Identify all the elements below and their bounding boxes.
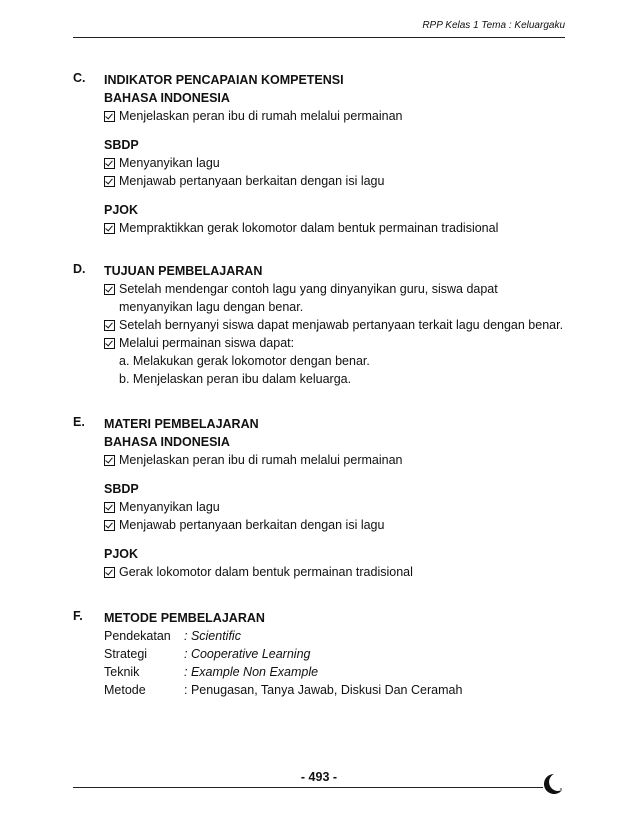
subject-heading: PJOK	[104, 203, 139, 217]
footer-rule	[73, 787, 543, 788]
subject-heading: BAHASA INDONESIA	[104, 435, 230, 449]
sub-item: b. Menjelaskan peran ibu dalam keluarga.	[119, 372, 352, 386]
checklist-item: Menyanyikan lagu	[104, 498, 565, 516]
subject-heading: BAHASA INDONESIA	[104, 91, 230, 105]
checklist-item: Setelah mendengar contoh lagu yang dinyanyikan guru, siswa dapat menyanyikan lagu dengan benar.	[104, 280, 565, 316]
checked-box-icon	[104, 223, 115, 234]
section-title: METODE PEMBELAJARAN	[104, 611, 265, 625]
checked-box-icon	[104, 176, 115, 187]
checklist-item: Melalui permainan siswa dapat:	[104, 334, 565, 352]
method-row: Metode : Penugasan, Tanya Jawab, Diskusi Dan Ceramah	[104, 683, 463, 697]
checked-box-icon	[104, 455, 115, 466]
checklist-item: Menyanyikan lagu	[104, 154, 565, 172]
section-letter: E.	[73, 415, 85, 429]
page-number: - 493 -	[300, 770, 338, 784]
subject-heading: SBDP	[104, 138, 139, 152]
checked-box-icon	[104, 567, 115, 578]
checked-box-icon	[104, 158, 115, 169]
crescent-logo-icon	[540, 772, 564, 796]
section-letter: F.	[73, 609, 83, 623]
subject-heading: PJOK	[104, 547, 139, 561]
checklist-item: Mempraktikkan gerak lokomotor dalam bentuk permainan tradisional	[104, 219, 565, 237]
running-header: RPP Kelas 1 Tema : Keluargaku	[422, 20, 565, 31]
section-title: MATERI PEMBELAJARAN	[104, 417, 259, 431]
section-letter: C.	[73, 71, 86, 85]
section-letter: D.	[73, 262, 86, 276]
section-title: TUJUAN PEMBELAJARAN	[104, 264, 263, 278]
checklist-item: Menjawab pertanyaan berkaitan dengan isi lagu	[104, 516, 565, 534]
checked-box-icon	[104, 320, 115, 331]
checked-box-icon	[104, 338, 115, 349]
checklist-item: Menjelaskan peran ibu di rumah melalui permainan	[104, 451, 565, 469]
checklist-item: Menjawab pertanyaan berkaitan dengan isi lagu	[104, 172, 565, 190]
method-row: Pendekatan : Scientific	[104, 629, 241, 643]
checklist-item: Menjelaskan peran ibu di rumah melalui permainan	[104, 107, 565, 125]
section-title: INDIKATOR PENCAPAIAN KOMPETENSI	[104, 73, 344, 87]
sub-item: a. Melakukan gerak lokomotor dengan benar.	[119, 354, 370, 368]
method-row: Strategi : Cooperative Learning	[104, 647, 311, 661]
method-row: Teknik : Example Non Example	[104, 665, 319, 679]
header-rule	[73, 37, 565, 38]
checklist-item: Setelah bernyanyi siswa dapat menjawab pertanyaan terkait lagu dengan benar.	[104, 316, 565, 334]
checked-box-icon	[104, 502, 115, 513]
checked-box-icon	[104, 111, 115, 122]
subject-heading: SBDP	[104, 482, 139, 496]
checked-box-icon	[104, 520, 115, 531]
checklist-item: Gerak lokomotor dalam bentuk permainan tradisional	[104, 563, 565, 581]
method-table	[104, 627, 462, 699]
checked-box-icon	[104, 284, 115, 295]
